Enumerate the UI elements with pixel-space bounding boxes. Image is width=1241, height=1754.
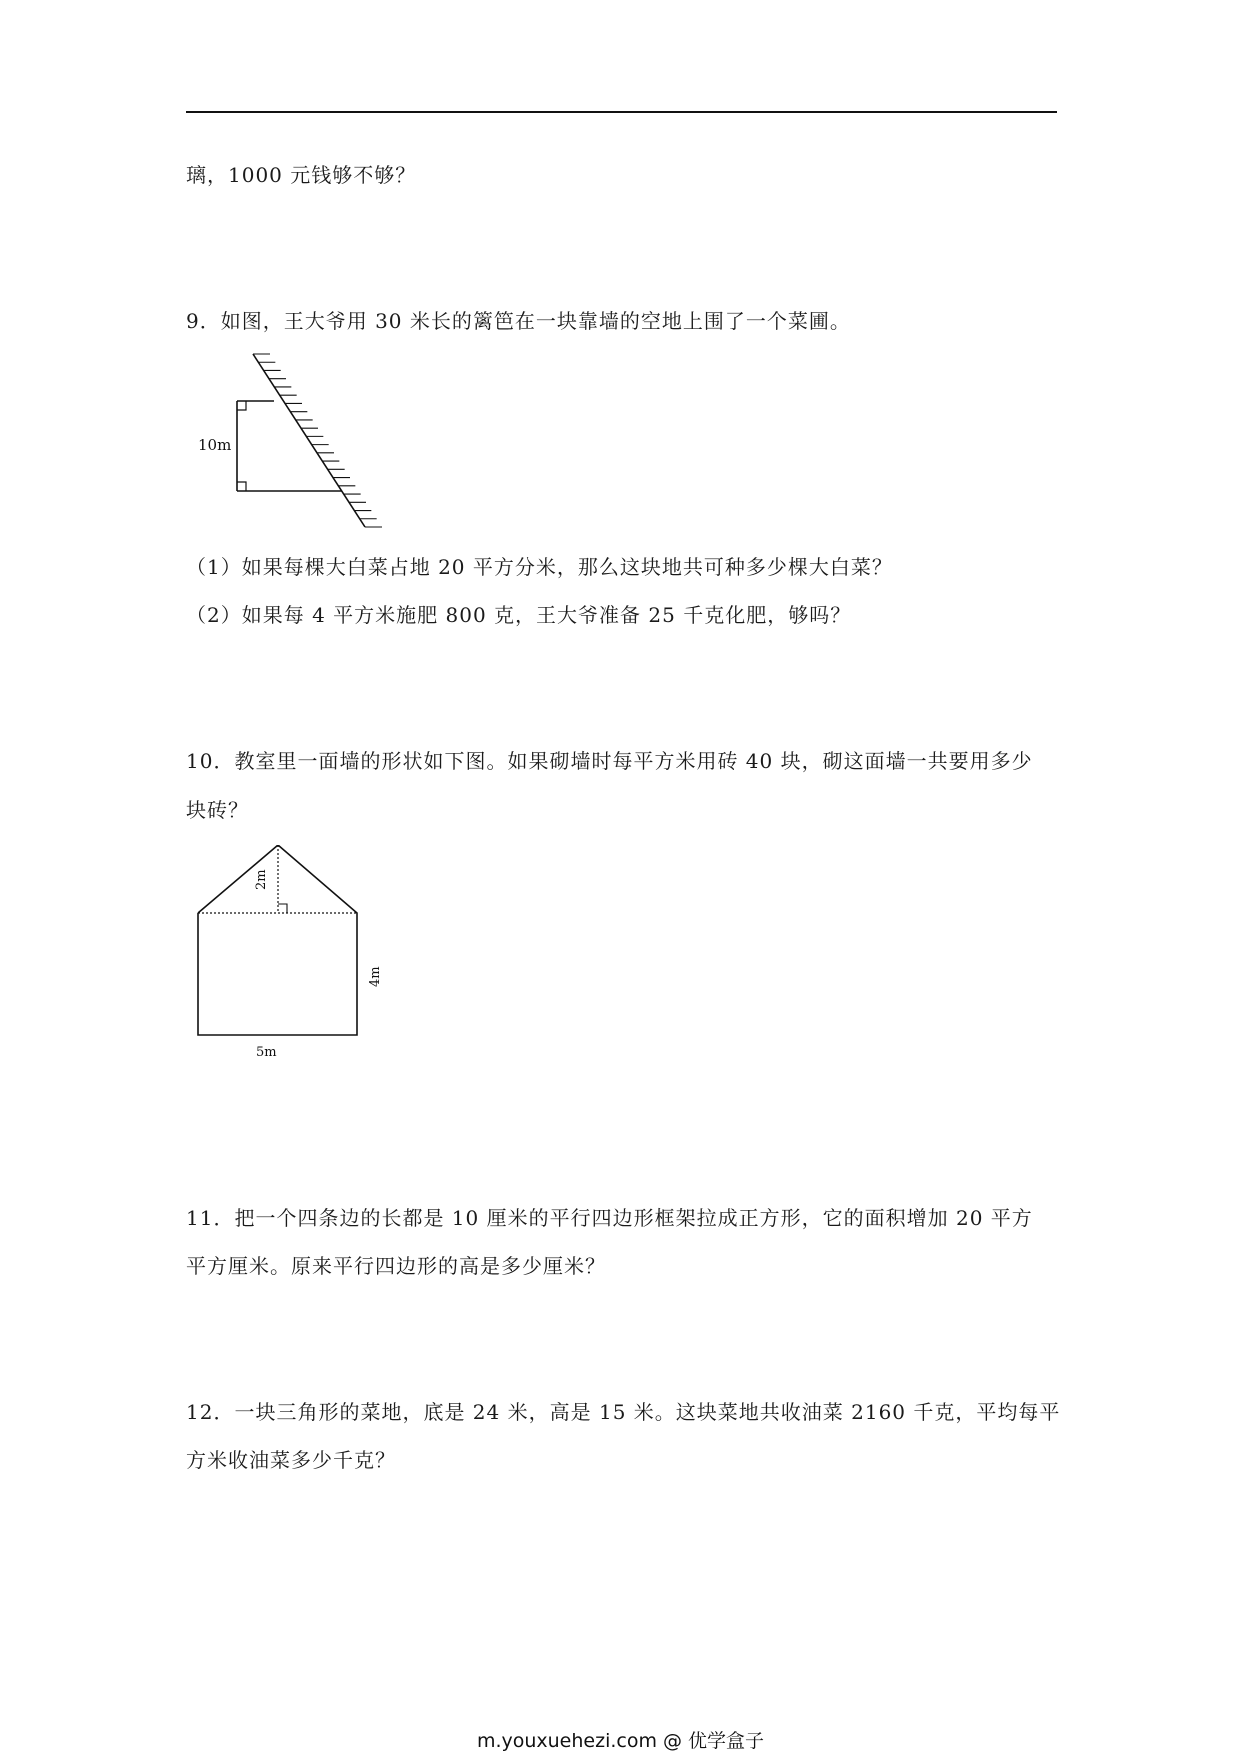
wall-hatching bbox=[253, 354, 382, 527]
footer-watermark: m.youxuehezi.com @ 优学盒子 bbox=[476, 1730, 765, 1752]
question-12-line-1: 12．一块三角形的菜地，底是 24 米，高是 15 米。这块菜地共收油菜 2160 千克，平均每平 bbox=[186, 1400, 1061, 1424]
question-9-figure bbox=[190, 350, 420, 535]
wall-line bbox=[253, 354, 365, 527]
question-10-line-1: 10．教室里一面墙的形状如下图。如果砌墙时每平方米用砖 40 块，砌这面墙一共要用多少 bbox=[186, 749, 1033, 773]
question-12-line-2: 方米收油菜多少千克？ bbox=[186, 1448, 396, 1472]
question-10-line-2: 块砖？ bbox=[186, 798, 249, 822]
question-9-sub-1: （1）如果每棵大白菜占地 20 平方分米，那么这块地共可种多少棵大白菜？ bbox=[186, 555, 893, 579]
header-rule bbox=[186, 111, 1057, 113]
question-11-line-2: 平方厘米。原来平行四边形的高是多少厘米？ bbox=[186, 1254, 606, 1278]
question-9-text: 9．如图，王大爷用 30 米长的篱笆在一块靠墙的空地上围了一个菜圃。 bbox=[186, 309, 851, 333]
right-angle-mark bbox=[278, 904, 287, 913]
base-label-5m: 5m bbox=[256, 1045, 277, 1060]
height-label-2m: 2m bbox=[254, 869, 269, 890]
question-9-sub-2: （2）如果每 4 平方米施肥 800 克，王大爷准备 25 千克化肥，够吗？ bbox=[186, 603, 852, 627]
question-8-tail: 璃，1000 元钱够不够？ bbox=[186, 163, 417, 187]
question-10-figure bbox=[190, 845, 390, 1075]
right-angle-marks bbox=[237, 401, 246, 491]
side-label-4m: 4m bbox=[368, 966, 383, 987]
garden-trapezoid bbox=[237, 401, 342, 491]
side-label-10m: 10m bbox=[198, 436, 232, 454]
dotted-guides bbox=[198, 845, 357, 913]
question-11-line-1: 11．把一个四条边的长都是 10 厘米的平行四边形框架拉成正方形，它的面积增加 20 平方 bbox=[186, 1206, 1033, 1230]
